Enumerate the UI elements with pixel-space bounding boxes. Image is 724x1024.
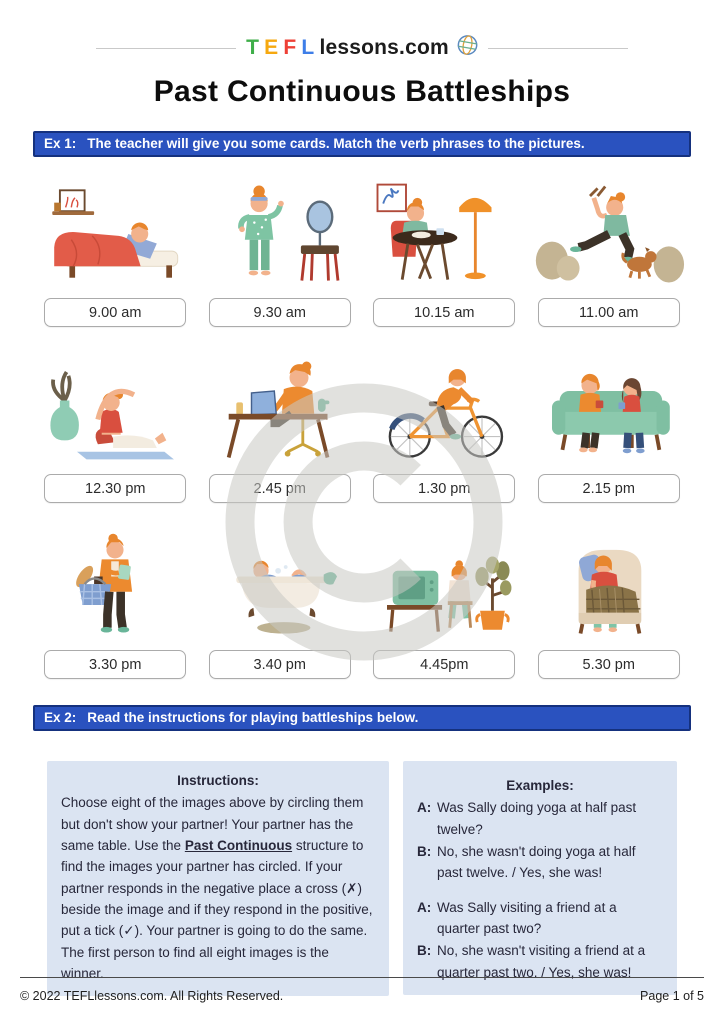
examples-title: Examples: <box>506 778 574 793</box>
header <box>96 34 628 62</box>
time-label-box <box>538 650 680 679</box>
illustration-watching-tv <box>368 525 520 643</box>
speaker-label: B: <box>417 843 432 859</box>
illustration-waking-up-by-mirror <box>204 173 356 291</box>
page-title: Past Continuous Battleships <box>153 75 571 108</box>
time-text: 10.15 am <box>414 304 475 321</box>
time-label-box <box>373 298 515 327</box>
illustration-doing-yoga <box>39 349 191 467</box>
time-text: 9.30 am <box>253 304 306 321</box>
ex1-text: The teacher will give you some cards. Match the verb phrases to the pictures. <box>87 136 585 151</box>
time-label-box <box>373 650 515 679</box>
speaker-label: A: <box>417 800 432 816</box>
grid-cell <box>204 173 356 327</box>
grid-cell <box>204 525 356 679</box>
footer <box>20 977 704 1003</box>
time-label-box <box>538 474 680 503</box>
logo-letter-f: F <box>283 36 297 59</box>
time-label-box <box>209 474 351 503</box>
grid-cell <box>533 349 685 503</box>
footer-page-number: Page 1 of 5 <box>640 989 704 1003</box>
grid-cell <box>368 349 520 503</box>
time-label-box <box>538 298 680 327</box>
grid-cell <box>39 349 191 503</box>
ex2-label: Ex 2: <box>44 710 77 725</box>
grid-cell <box>533 525 685 679</box>
grid-cell <box>39 173 191 327</box>
speaker-label: A: <box>417 899 432 915</box>
logo-letter-l: L <box>301 36 315 59</box>
time-text: 2.15 pm <box>582 480 635 497</box>
time-text: 4.45pm <box>420 656 469 673</box>
time-text: 2.45 pm <box>253 480 306 497</box>
time-label-box <box>44 474 186 503</box>
dialogue-text: Was Sally visiting a friend at a quarter past two? <box>437 899 617 936</box>
dialogue-line <box>417 797 663 840</box>
instructions-seg1: Choose eight of the images above by circling them but don't show your partner! Your partner has the same table. Use the <box>61 795 364 853</box>
site-logo <box>246 34 478 62</box>
globe-icon <box>454 32 481 63</box>
logo-suffix: lessons.com <box>319 36 449 59</box>
logo-letter-t: T <box>246 36 260 59</box>
illustration-shopping-with-basket <box>39 525 191 643</box>
grid-cell <box>368 525 520 679</box>
time-label-box <box>373 474 515 503</box>
ex2-text: Read the instructions for playing battleships below. <box>87 710 419 725</box>
illustration-having-breakfast <box>368 173 520 291</box>
illustration-playing-with-dog <box>533 173 685 291</box>
illustration-working-on-laptop <box>204 349 356 467</box>
time-text: 3.40 pm <box>253 656 306 673</box>
time-label-box <box>44 298 186 327</box>
grid-cell <box>39 525 191 679</box>
illustration-taking-a-bath <box>204 525 356 643</box>
pictures-grid <box>33 173 691 679</box>
grid-cell <box>204 349 356 503</box>
dialogue-line <box>417 841 663 884</box>
instructions-bold-term: Past Continuous <box>184 837 293 853</box>
time-label-box <box>209 298 351 327</box>
dialogue-text: Was Sally doing yoga at half past twelve? <box>437 800 637 837</box>
illustration-sleeping-in-bed <box>39 173 191 291</box>
ex1-label: Ex 1: <box>44 136 77 151</box>
instructions-box <box>47 761 389 996</box>
header-rule-right <box>488 48 628 49</box>
dialogue-line <box>417 897 663 940</box>
time-label-box <box>44 650 186 679</box>
info-boxes <box>47 761 677 996</box>
time-text: 5.30 pm <box>582 656 635 673</box>
illustration-visiting-friend-on-sofa <box>533 349 685 467</box>
time-text: 11.00 am <box>579 304 639 321</box>
logo-letter-e: E <box>264 36 279 59</box>
examples-box <box>403 761 677 995</box>
ex1-banner <box>33 131 691 157</box>
instructions-title: Instructions: <box>177 773 259 788</box>
illustration-riding-bicycle <box>368 349 520 467</box>
grid-cell <box>533 173 685 327</box>
instructions-body <box>61 792 375 984</box>
time-label-box <box>209 650 351 679</box>
speaker-label: B: <box>417 943 432 959</box>
dialogue-text: No, she wasn't visiting a friend at a quarter past two. / Yes, she was! <box>437 943 646 980</box>
header-rule-left <box>96 48 236 49</box>
time-text: 3.30 pm <box>89 656 142 673</box>
footer-copyright: © 2022 TEFLlessons.com. All Rights Reserved. <box>20 989 284 1003</box>
dialogue-text: No, she wasn't doing yoga at half past twelve. / Yes, she was! <box>437 843 636 881</box>
time-text: 1.30 pm <box>418 480 471 497</box>
illustration-napping-in-armchair <box>533 525 685 643</box>
instructions-seg2: structure to find the images your partner has circled. If your partner responds in the negative place a cross (✗) beside the image and if they respond in the positive, put a tick (✓). Your partner is going to do the same. The first person to find all eight images is the winner. <box>61 837 373 981</box>
time-text: 12.30 pm <box>85 480 146 497</box>
time-text: 9.00 am <box>89 304 142 321</box>
ex2-banner <box>33 705 691 731</box>
grid-cell <box>368 173 520 327</box>
